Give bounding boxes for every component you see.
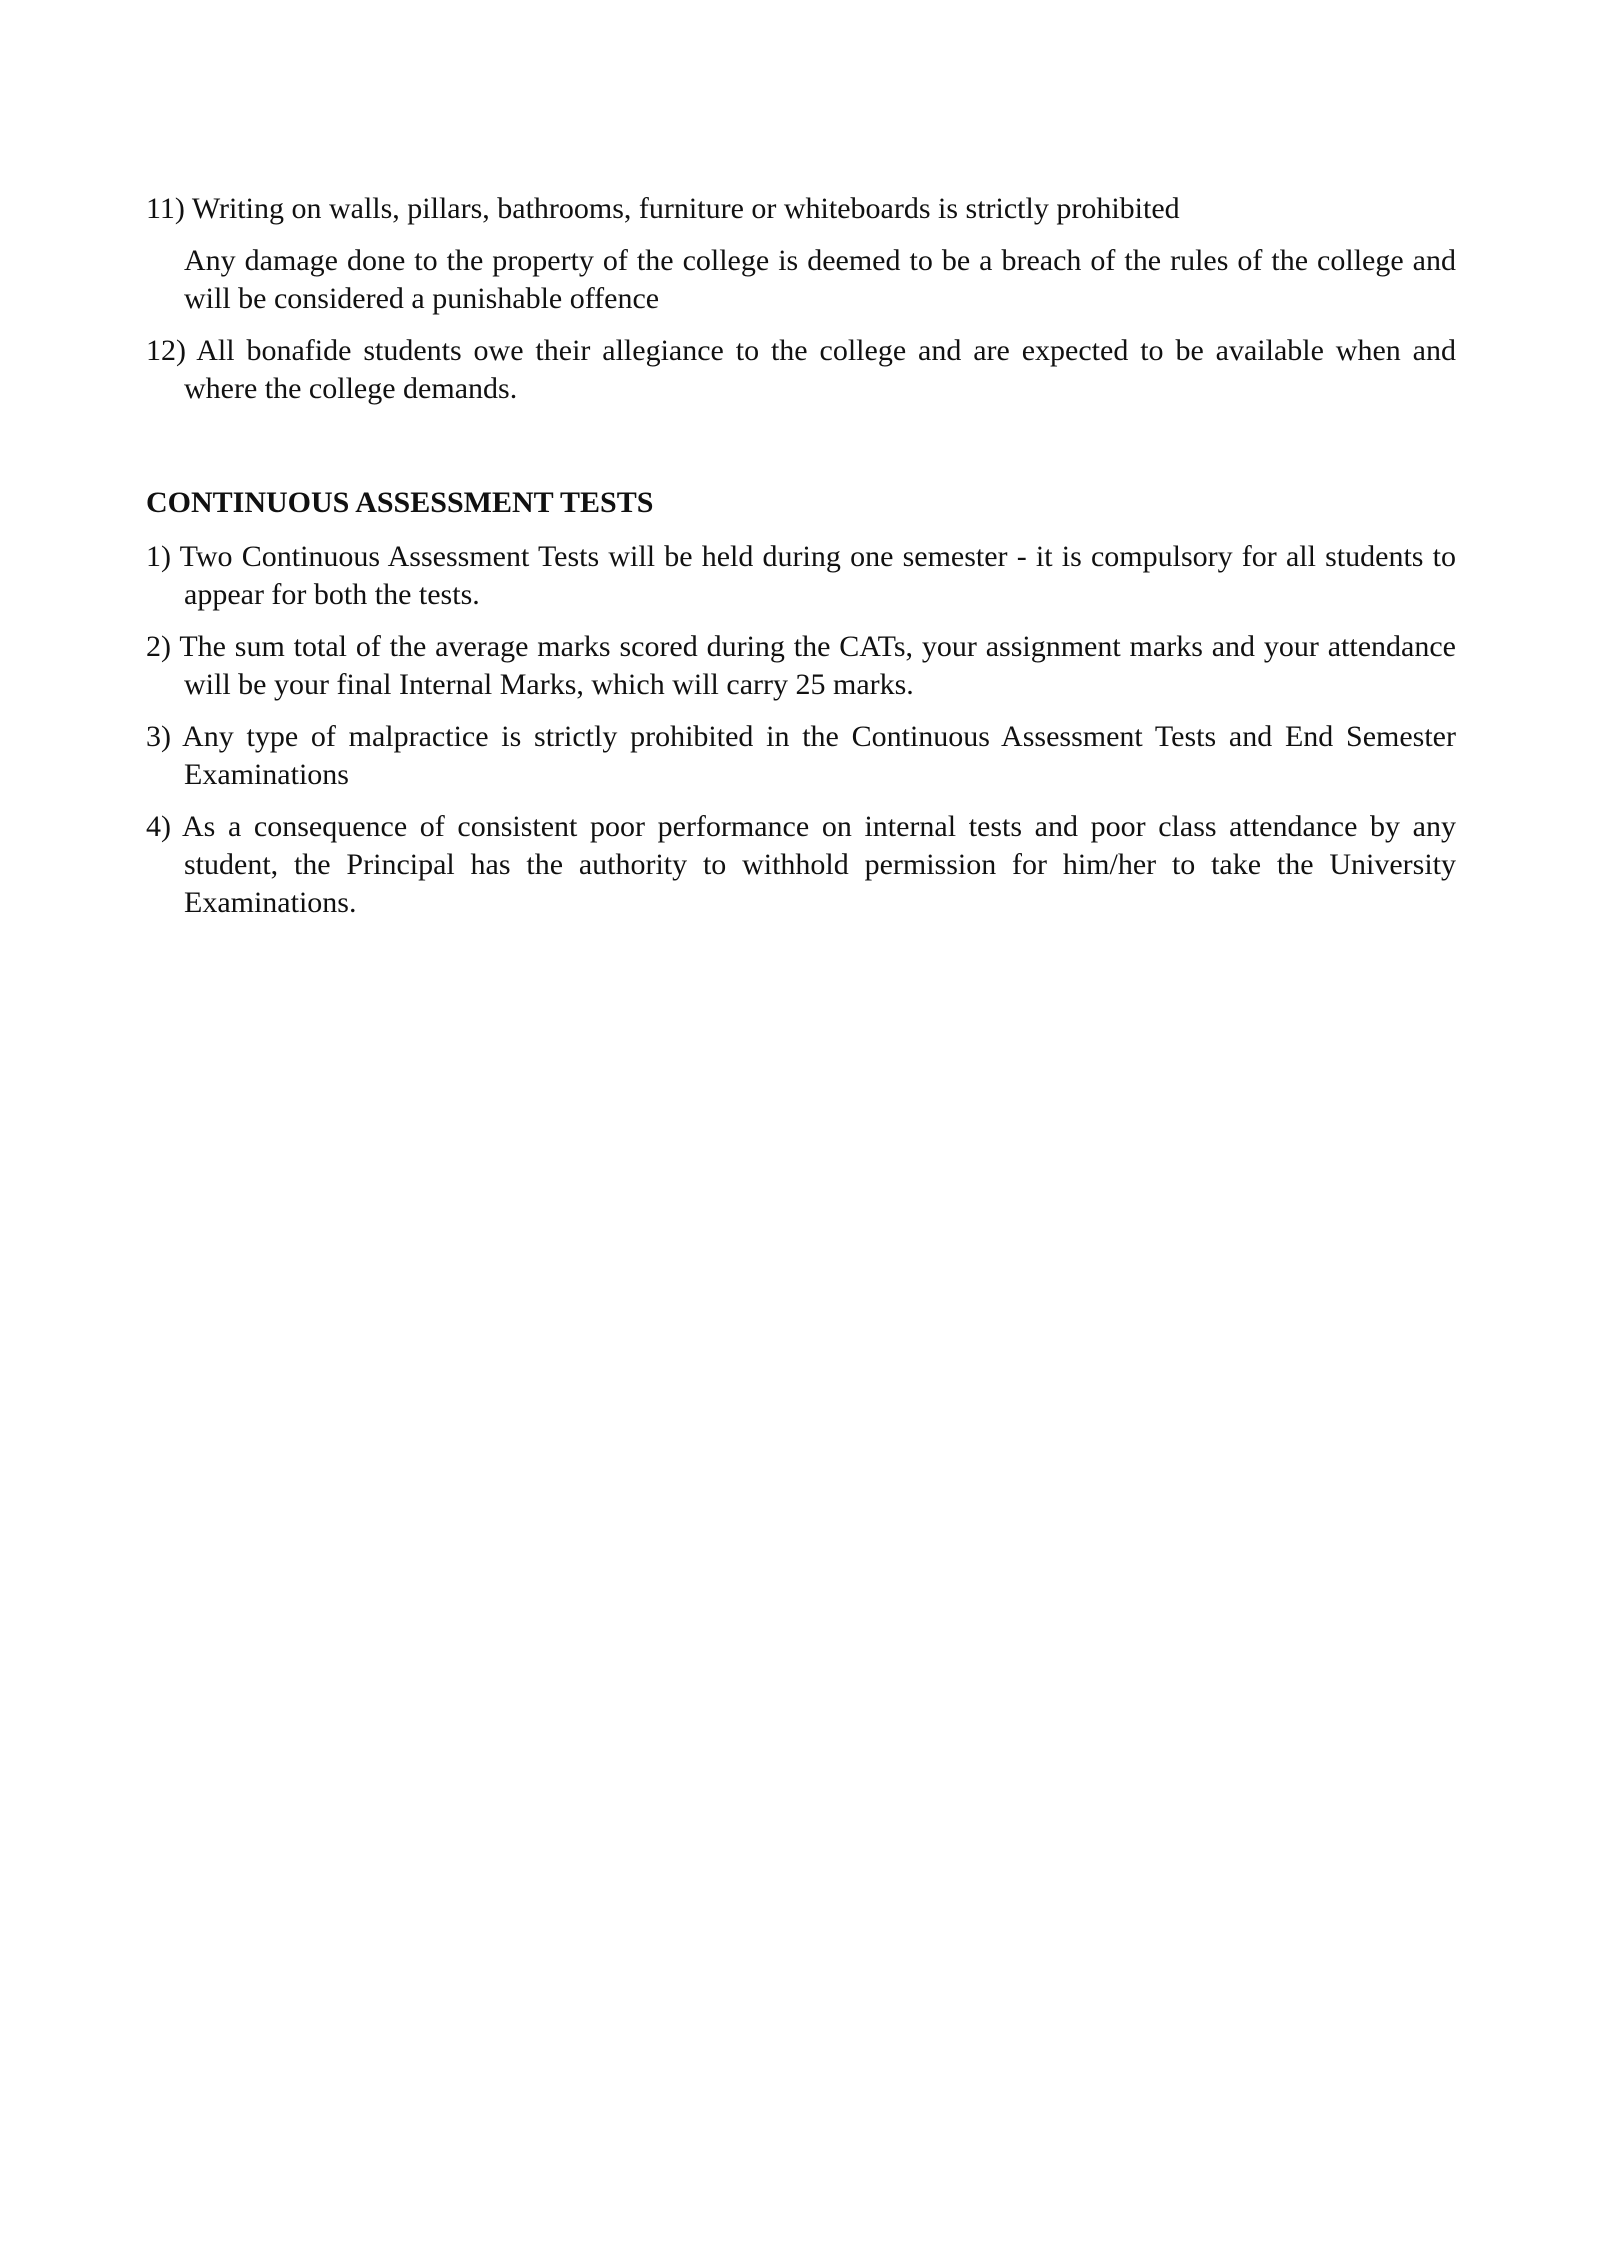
rule-number: 11)	[146, 192, 185, 225]
cat-item-3	[146, 718, 1456, 794]
rule-item-11	[146, 190, 1456, 228]
cat-text: Any type of malpractice is strictly prohibited in the Continuous Assessment Tests and End Semester Examinations	[182, 720, 1456, 791]
rule-text: All bonafide students owe their allegiance to the college and are expected to be available when and where the college demands.	[184, 334, 1456, 405]
document-page	[146, 190, 1456, 936]
section-heading: CONTINUOUS ASSESSMENT TESTS	[146, 486, 654, 519]
rule-number: 12)	[146, 334, 186, 367]
cat-number: 1)	[146, 540, 171, 573]
rule-item-12	[146, 332, 1456, 408]
cat-text: Two Continuous Assessment Tests will be held during one semester - it is compulsory for all students to appear for both the tests.	[179, 540, 1456, 611]
cat-item-2	[146, 628, 1456, 704]
cat-text: The sum total of the average marks scored during the CATs, your assignment marks and your attendance will be your final Internal Marks, which will carry 25 marks.	[179, 630, 1456, 701]
cat-number: 2)	[146, 630, 171, 663]
cat-number: 3)	[146, 720, 171, 753]
cat-item-4	[146, 808, 1456, 922]
rule-item-11-note: Any damage done to the property of the college is deemed to be a breach of the rules of the college and will be considered a punishable offence	[184, 244, 1456, 315]
cat-number: 4)	[146, 810, 171, 843]
cat-text: As a consequence of consistent poor performance on internal tests and poor class attendance by any student, the Principal has the authority to withhold permission for him/her to take the University Examinations.	[181, 810, 1456, 919]
cat-item-1	[146, 538, 1456, 614]
rule-text: Writing on walls, pillars, bathrooms, furniture or whiteboards is strictly prohibited	[191, 192, 1180, 225]
